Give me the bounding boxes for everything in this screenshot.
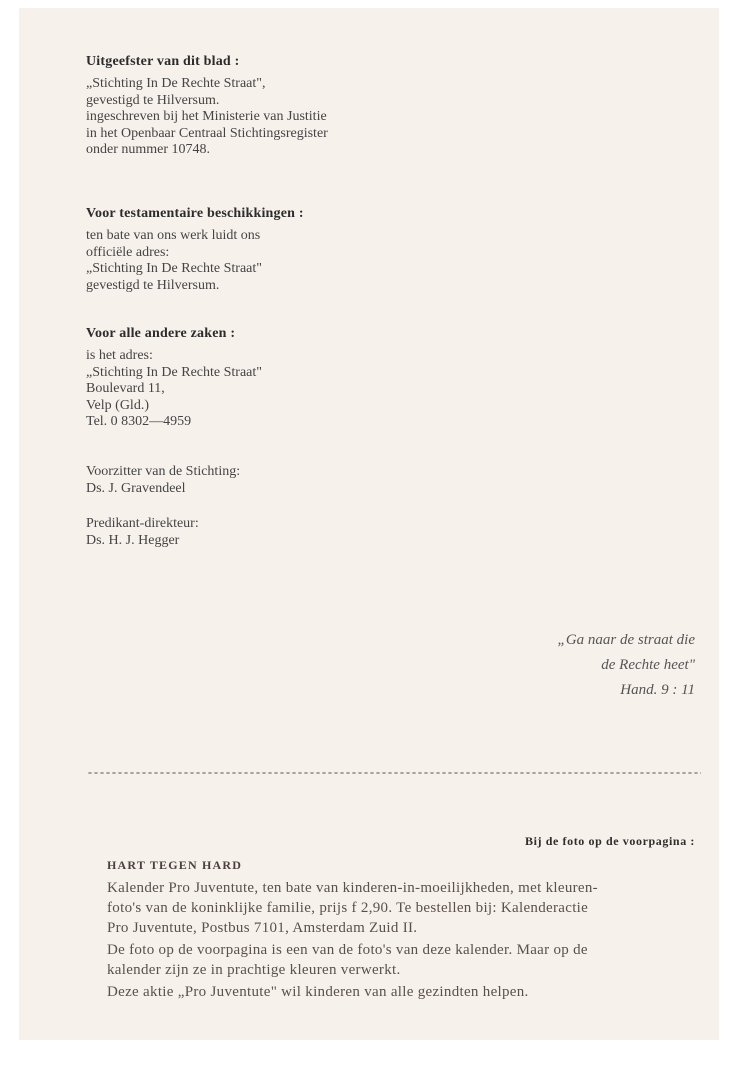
paragraph-line: kalender zijn ze in prachtige kleuren verwerkt. — [107, 962, 401, 978]
paragraph — [107, 982, 707, 1002]
page — [19, 8, 719, 1040]
testament-line: officiële adres: — [86, 244, 170, 260]
other-section — [86, 326, 506, 431]
paragraph-line: Kalender Pro Juventute, ten bate van kinderen-in-moeilijkheden, met kleuren- — [107, 880, 598, 896]
chairman-name: Ds. J. Gravendeel — [86, 480, 186, 496]
paragraph — [107, 878, 707, 938]
chairman-label: Voorzitter van de Stichting: — [86, 464, 241, 479]
other-line: Tel. 0 8302—4959 — [86, 414, 192, 429]
paragraph-line: Deze aktie „Pro Juventute" wil kinderen van alle gezindten helpen. — [107, 984, 529, 1000]
other-heading: Voor alle andere zaken : — [86, 326, 236, 341]
other-line: Velp (Gld.) — [86, 397, 149, 413]
testament-line: ten bate van ons werk luidt ons — [86, 228, 261, 243]
testament-line: gevestigd te Hilversum. — [86, 277, 220, 293]
paragraph-line: Pro Juventute, Postbus 7101, Amsterdam Zuid II. — [107, 920, 418, 936]
photo-caption: Bij de foto op de voorpagina : — [524, 834, 695, 848]
other-line: is het adres: — [86, 348, 153, 363]
bible-quote — [557, 628, 695, 703]
publisher-line: „Stichting In De Rechte Straat", — [86, 76, 266, 91]
paragraph-line: De foto op de voorpagina is een van de foto's van deze kalender. Maar op de — [107, 942, 588, 958]
publisher-line: gevestigd te Hilversum. — [86, 92, 220, 108]
publisher-line: in het Openbaar Centraal Stichtingsregister — [86, 125, 328, 141]
publisher-line: ingeschreven bij het Ministerie van Justitie — [86, 109, 327, 124]
publisher-section — [86, 54, 506, 159]
chairman-section — [86, 464, 506, 497]
section-title: HART TEGEN HARD — [107, 858, 243, 872]
testament-section — [86, 206, 506, 294]
quote-line-2: de Rechte heet" — [601, 657, 695, 673]
director-name: Ds. H. J. Hegger — [86, 532, 180, 548]
paragraph — [107, 940, 707, 980]
director-label: Predikant-direkteur: — [86, 516, 199, 531]
testament-heading: Voor testamentaire beschikkingen : — [86, 206, 304, 221]
wavy-divider — [87, 771, 701, 777]
publisher-heading: Uitgeefster van dit blad : — [86, 54, 240, 69]
publisher-line: onder nummer 10748. — [86, 142, 211, 157]
paragraph-line: foto's van de koninklijke familie, prijs f 2,90. Te bestellen bij: Kalenderactie — [107, 900, 589, 916]
director-section — [86, 516, 506, 549]
quote-reference: Hand. 9 : 11 — [620, 682, 695, 698]
other-line: „Stichting In De Rechte Straat" — [86, 364, 262, 380]
testament-line: „Stichting In De Rechte Straat" — [86, 261, 262, 276]
quote-line-1: „Ga naar de straat die — [557, 632, 695, 648]
section-body — [107, 878, 707, 1004]
other-line: Boulevard 11, — [86, 381, 165, 396]
